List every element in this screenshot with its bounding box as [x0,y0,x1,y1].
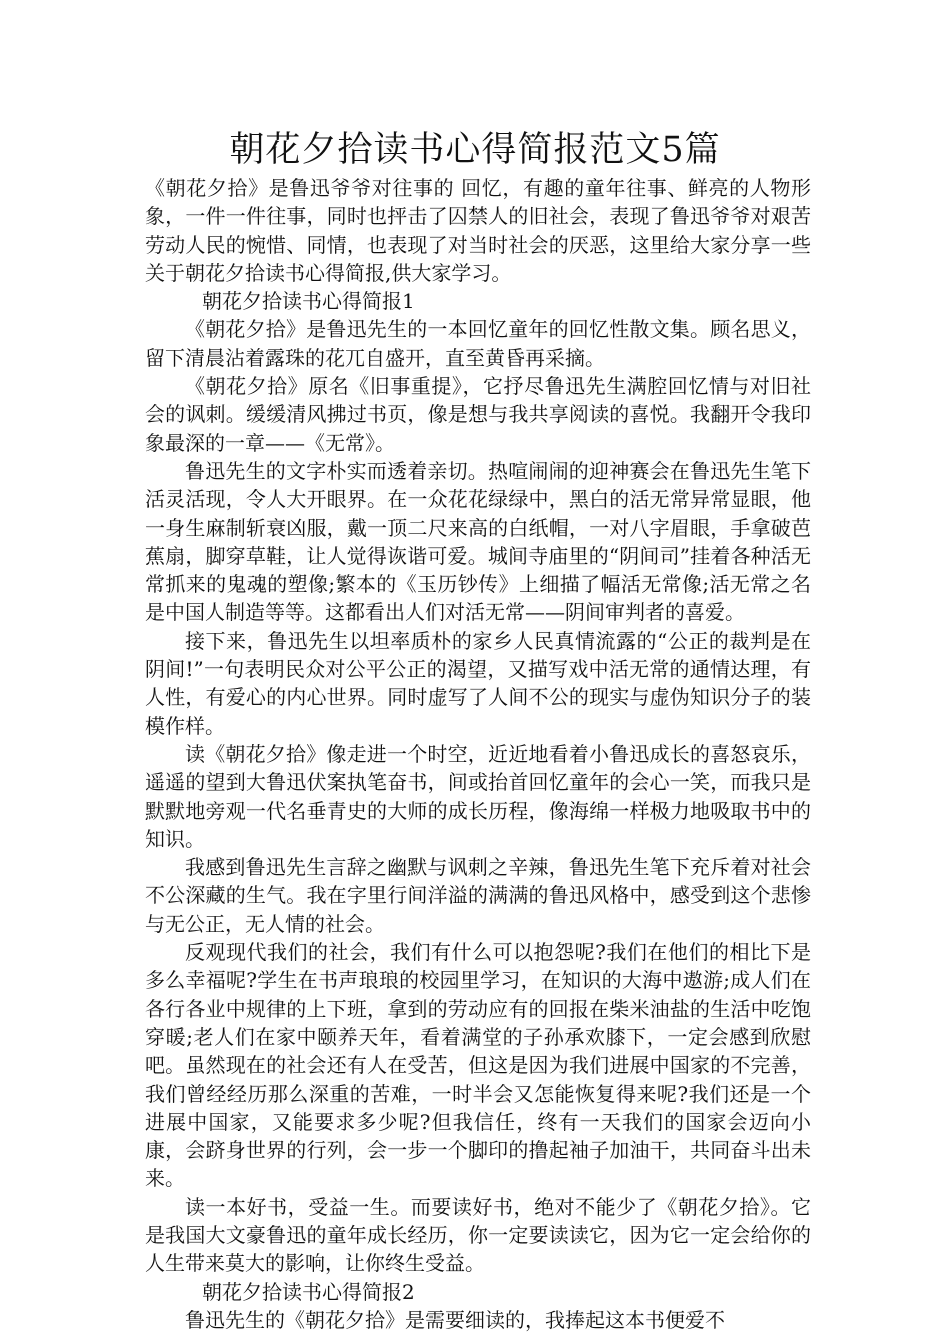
document-body [145,174,811,1334]
intro-paragraph: 《朝花夕拾》是鲁迅爷爷对往事的 回忆，有趣的童年往事、鲜亮的人物形象，一件一件往事，同时也抨击了囚禁人的旧社会，表现了鲁迅爷爷对艰苦劳动人民的惋惜、同情，也表现了对当时社会的厌恶，这里给大家分享一些关于朝花夕拾读书心得简报,供大家学习。 [145,176,811,285]
paragraph: 反观现代我们的社会，我们有什么可以抱怨呢?我们在他们的相比下是多么幸福呢?学生在书声琅琅的校园里学习，在知识的大海中遨游;成人们在各行各业中规律的上下班，拿到的劳动应有的回报在柴米油盐的生活中吃饱穿暖;老人们在家中颐养天年，看着满堂的子孙承欢膝下，一定会感到欣慰吧。虽然现在的社会还有人在受苦，但这是因为我们进展中国家的不完善，我们曾经经历那么深重的苦难，一时半会又怎能恢复得来呢?我们还是一个进展中国家，又能要求多少呢?但我信任，终有一天我们的国家会迈向小康，会跻身世界的行列，会一步一个脚印的撸起袖子加油干，共同奋斗出未来。 [145,940,811,1191]
paragraph: 《朝花夕拾》是鲁迅先生的一本回忆童年的回忆性散文集。顾名思义，留下清晨沾着露珠的花兀自盛开，直至黄昏再采摘。 [145,317,811,370]
section-heading-2: 朝花夕拾读书心得简报2 [202,1279,415,1304]
paragraph: 鲁迅先生的文字朴实而透着亲切。热喧闹闹的迎神赛会在鲁迅先生笔下活灵活现，令人大开眼界。在一众花花绿绿中，黑白的活无常异常显眼，他一身生麻制斩衰凶服，戴一顶二尺来高的白纸帽，一对八字眉眼，手拿破芭蕉扇，脚穿草鞋，让人觉得诙谐可爱。城间寺庙里的“阴间司”挂着各种活无常抓来的鬼魂的塑像;繁本的《玉历钞传》上细描了幅活无常像;活无常之名是中国人制造等等。这都看出人们对活无常——阴间审判者的喜爱。 [145,458,811,625]
document-title: 朝花夕拾读书心得简报范文5篇 [229,130,721,170]
section-heading-1: 朝花夕拾读书心得简报1 [202,289,415,314]
paragraph: 接下来，鲁迅先生以坦率质朴的家乡人民真情流露的“公正的裁判是在阴间!”一句表明民众对公平公正的渴望，又描写戏中活无常的通情达理，有人性，有爱心的内心世界。同时虚写了人间不公的现实与虚伪知识分子的装模作样。 [145,628,811,738]
paragraph: 我感到鲁迅先生言辞之幽默与讽刺之辛辣，鲁迅先生笔下充斥着对社会不公深藏的生气。我在字里行间洋溢的满满的鲁迅风格中，感受到这个悲惨与无公正，无人情的社会。 [145,855,811,936]
paragraph: 鲁迅先生的《朝花夕拾》是需要细读的，我捧起这本书便爱不 [185,1307,725,1332]
paragraph: 读一本好书，受益一生。而要读好书，绝对不能少了《朝花夕拾》。它是我国大文豪鲁迅的童年成长经历，你一定要读读它，因为它一定会给你的人生带来莫大的影响，让你终生受益。 [145,1194,811,1276]
paragraph: 《朝花夕拾》原名《旧事重提》，它抒尽鲁迅先生满腔回忆情与对旧社会的讽刺。缓缓清风拂过书页，像是想与我共享阅读的喜悦。我翻开令我印象最深的一章——《无常》。 [145,374,811,455]
paragraph: 读《朝花夕拾》像走进一个时空，近近地看着小鲁迅成长的喜怒哀乐，遥遥的望到大鲁迅伏案执笔奋书，间或抬首回忆童年的会心一笑，而我只是默默地旁观一代名垂青史的大师的成长历程，像海绵一样极力地吸取书中的知识。 [145,741,811,851]
